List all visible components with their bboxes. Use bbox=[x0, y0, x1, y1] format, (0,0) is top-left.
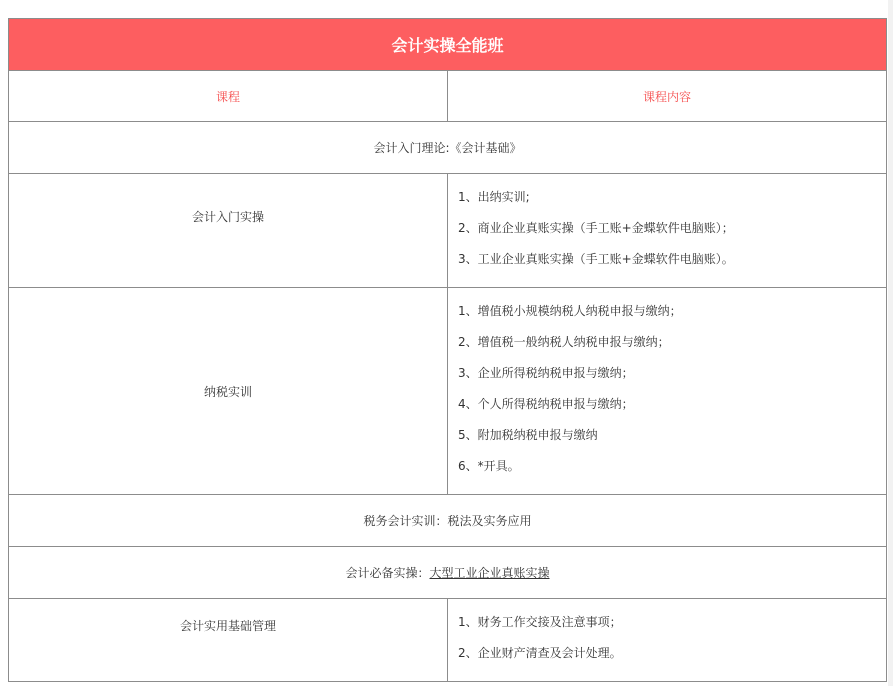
required-link[interactable]: 大型工业企业真账实操 bbox=[429, 566, 550, 580]
list-item: 4、个人所得税纳税申报与缴纳； bbox=[458, 397, 634, 411]
scrollbar[interactable] bbox=[888, 0, 893, 686]
table-row bbox=[9, 495, 887, 547]
table-row bbox=[9, 547, 887, 599]
table-row bbox=[9, 174, 887, 288]
list-item: 1、增值税小规模纳税人纳税申报与缴纳； bbox=[458, 304, 682, 318]
title-row bbox=[9, 19, 887, 71]
list-item: 3、企业所得税纳税申报与缴纳； bbox=[458, 366, 634, 380]
course-name-intro: 会计入门实操 bbox=[191, 210, 264, 224]
list-item: 5、附加税纳税申报与缴纳 bbox=[458, 428, 598, 442]
table-row bbox=[9, 599, 887, 682]
content-tax bbox=[448, 288, 887, 495]
list-item: 2、商业企业真账实操（手工账+金蝶软件电脑账）； bbox=[458, 221, 734, 235]
list-item: 3、工业企业真账实操（手工账+金蝶软件电脑账）。 bbox=[458, 252, 734, 266]
course-name-tax: 纳税实训 bbox=[9, 288, 448, 495]
content-intro bbox=[448, 174, 887, 288]
list-item: 6、*开具。 bbox=[458, 459, 520, 473]
table-row bbox=[9, 288, 887, 495]
list-item: 2、增值税一般纳税人纳税申报与缴纳； bbox=[458, 335, 670, 349]
required-prefix: 会计必备实操： bbox=[345, 566, 430, 580]
table-row bbox=[9, 122, 887, 174]
header-course: 课程 bbox=[9, 71, 448, 122]
row-tax-practice: 税务会计实训：税法及实务应用 bbox=[9, 495, 887, 547]
header-content: 课程内容 bbox=[448, 71, 887, 122]
course-table-container bbox=[8, 18, 886, 682]
row-required bbox=[9, 547, 887, 599]
course-name-mgmt: 会计实用基础管理 bbox=[179, 619, 276, 633]
course-table bbox=[8, 18, 887, 682]
row-theory: 会计入门理论:《会计基础》 bbox=[9, 122, 887, 174]
header-row bbox=[9, 71, 887, 122]
content-mgmt bbox=[448, 599, 887, 682]
list-item: 1、财务工作交接及注意事项； bbox=[458, 615, 622, 629]
list-item: 1、出纳实训; bbox=[458, 190, 530, 204]
list-item: 2、企业财产清查及会计处理。 bbox=[458, 646, 622, 660]
table-title: 会计实操全能班 bbox=[9, 19, 887, 71]
